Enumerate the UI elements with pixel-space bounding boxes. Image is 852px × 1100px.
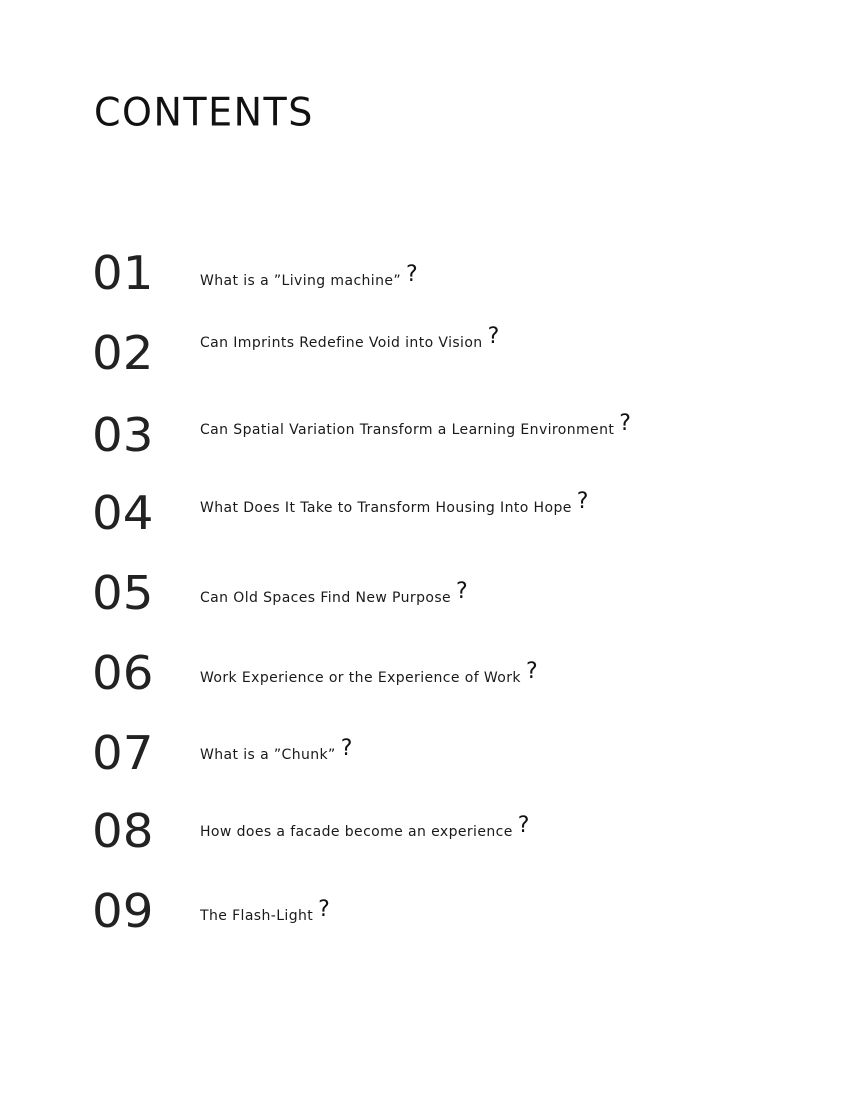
toc-title: Work Experience or the Experience of Work ? bbox=[200, 659, 539, 686]
toc-title: What Does It Take to Transform Housing Into Hope ? bbox=[200, 489, 589, 516]
toc-entry-01[interactable] bbox=[92, 246, 792, 302]
toc-number: 09 bbox=[92, 884, 154, 938]
toc-title: What is a ”Chunk” ? bbox=[200, 736, 353, 763]
toc-number: 02 bbox=[92, 326, 154, 380]
toc-entry-04[interactable] bbox=[92, 486, 792, 542]
toc-entry-05[interactable] bbox=[92, 566, 792, 622]
toc-entry-03[interactable] bbox=[92, 408, 792, 464]
question-mark: ? bbox=[576, 489, 589, 514]
toc-entry-07[interactable] bbox=[92, 726, 792, 782]
toc-number: 08 bbox=[92, 804, 154, 858]
toc-number: 03 bbox=[92, 408, 154, 462]
question-mark: ? bbox=[456, 579, 469, 604]
toc-entry-08[interactable] bbox=[92, 804, 792, 860]
toc-title: What is a ”Living machine” ? bbox=[200, 262, 419, 289]
question-mark: ? bbox=[619, 411, 632, 436]
toc-entry-02[interactable] bbox=[92, 324, 792, 382]
page-title: CONTENTS bbox=[94, 88, 314, 135]
question-mark: ? bbox=[487, 324, 500, 349]
toc-number: 07 bbox=[92, 726, 154, 780]
toc-number: 06 bbox=[92, 646, 154, 700]
toc-title: Can Old Spaces Find New Purpose ? bbox=[200, 579, 469, 606]
question-mark: ? bbox=[340, 736, 353, 761]
toc-entry-09[interactable] bbox=[92, 884, 792, 940]
question-mark: ? bbox=[517, 813, 530, 838]
toc-number: 04 bbox=[92, 486, 154, 540]
question-mark: ? bbox=[406, 262, 419, 287]
toc-entry-06[interactable] bbox=[92, 646, 792, 702]
toc-title: The Flash-Light ? bbox=[200, 897, 331, 924]
question-mark: ? bbox=[318, 897, 331, 922]
toc-number: 05 bbox=[92, 566, 154, 620]
question-mark: ? bbox=[525, 659, 539, 684]
toc-title: How does a facade become an experience ? bbox=[200, 813, 530, 840]
toc-title: Can Imprints Redefine Void into Vision ? bbox=[200, 324, 500, 351]
toc-title: Can Spatial Variation Transform a Learning Environment ? bbox=[200, 411, 632, 438]
toc-number: 01 bbox=[92, 246, 154, 300]
